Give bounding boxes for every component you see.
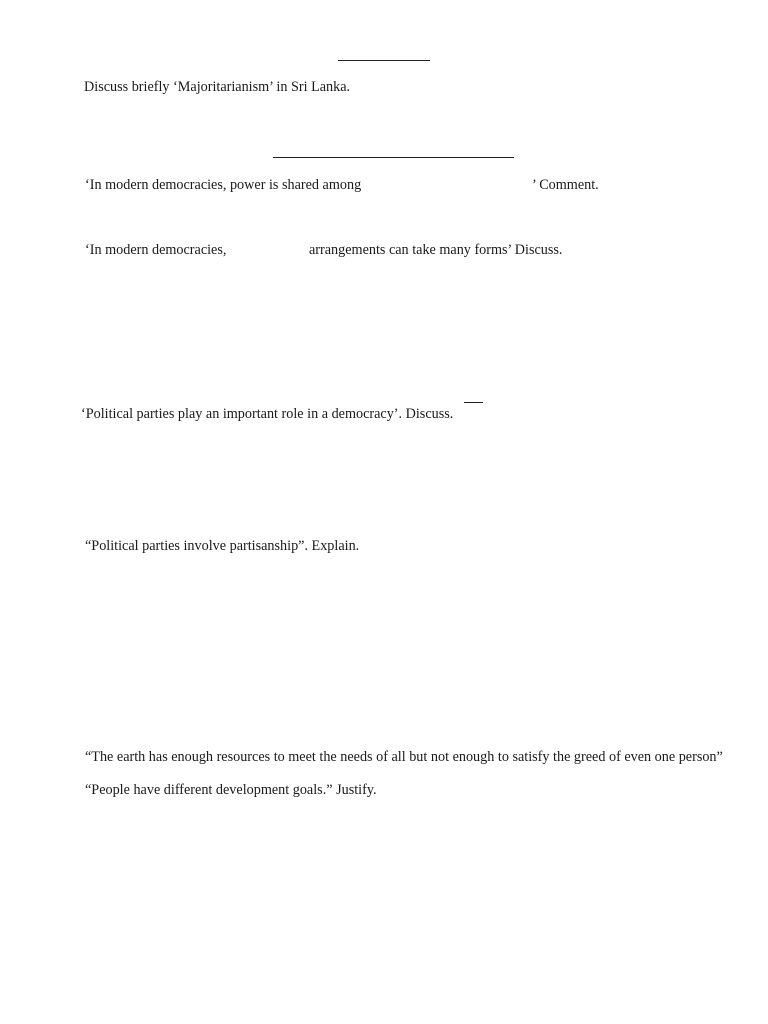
question-power-sharing-start: ‘In modern democracies, power is shared among bbox=[85, 177, 362, 193]
quote-earth-resources: “The earth has enough resources to meet the needs of all but not enough to satisfy the greed of even one person” bbox=[85, 749, 723, 765]
question-political-parties-role: ‘Political parties play an important role in a democracy’. Discuss. bbox=[81, 406, 454, 422]
question-majoritarianism: Discuss briefly ‘Majoritarianism’ in Sri Lanka. bbox=[84, 79, 351, 95]
section-heading-underline bbox=[273, 157, 514, 158]
question-arrangements-end: arrangements can take many forms’ Discuss. bbox=[309, 242, 563, 258]
question-partisanship: “Political parties involve partisanship”. Explain. bbox=[85, 538, 360, 554]
heading-underline bbox=[338, 60, 430, 61]
question-power-sharing-end: ’ Comment. bbox=[532, 177, 599, 193]
short-underline bbox=[464, 402, 483, 403]
question-development-goals: “People have different development goals.” Justify. bbox=[85, 782, 377, 798]
question-arrangements-start: ‘In modern democracies, bbox=[85, 242, 227, 258]
